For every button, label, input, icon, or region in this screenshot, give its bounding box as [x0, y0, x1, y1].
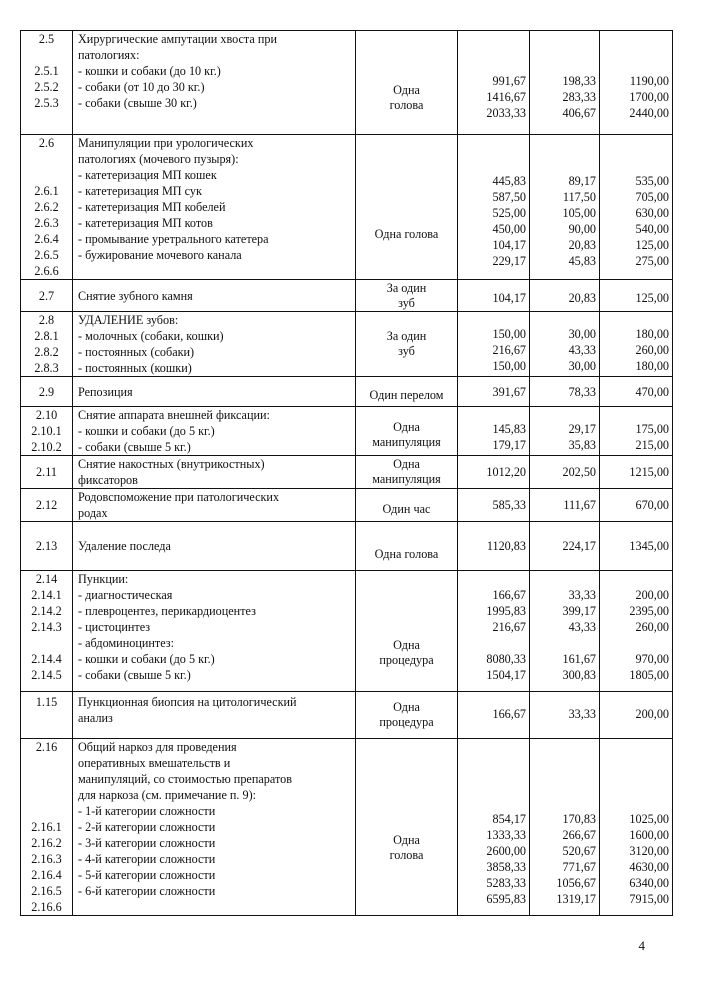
table-row [21, 692, 673, 739]
cell-line: - собаки (свыше 5 кг.) [78, 440, 191, 454]
vat-cell [530, 571, 600, 692]
cell-line: - абдоминоцинтез: [78, 636, 174, 650]
cell-line: Пункции: [78, 572, 129, 586]
cell-line: 2.6 [38, 136, 55, 150]
cell-line: 2.16.2 [31, 836, 62, 850]
cell-line: Родовспоможение при патологических [78, 490, 280, 504]
cell-line: 8080,33 [486, 652, 526, 666]
cell-line: - кошки и собаки (до 5 кг.) [78, 424, 215, 438]
cell-line: патологиях (мочевого пузыря): [78, 152, 239, 166]
total-cell [600, 692, 673, 739]
cell-line: 445,83 [492, 174, 526, 188]
cell-line: анализ [78, 711, 113, 725]
cell-line: 2.10 [35, 408, 58, 422]
cell-line [21, 151, 72, 167]
unit-cell [356, 456, 458, 489]
item-number-cell [21, 489, 73, 522]
cell-line: 200,00 [635, 707, 669, 721]
total-cell [600, 739, 673, 916]
cell-line: - цистоцинтез [78, 620, 151, 634]
vat-cell [530, 692, 600, 739]
description-cell [73, 739, 356, 916]
cell-line: 30,00 [568, 327, 596, 341]
cell-line: - промывание уретрального катетера [78, 232, 269, 246]
cell-line: 2.6.5 [34, 248, 59, 262]
item-number-cell [21, 522, 73, 571]
unit-line: За один [386, 280, 427, 295]
cell-line: 275,00 [635, 254, 669, 268]
table-row [21, 407, 673, 456]
cell-line: 283,33 [562, 90, 596, 104]
cell-line [530, 635, 596, 651]
item-number-cell [21, 377, 73, 407]
cell-line: 30,00 [568, 359, 596, 373]
cell-line [21, 771, 72, 787]
unit-cell [356, 407, 458, 456]
cell-line: 2.12 [35, 498, 58, 512]
cell-line: 535,00 [635, 174, 669, 188]
vat-cell [530, 377, 600, 407]
cell-line [21, 755, 72, 771]
unit-line: Одна [393, 420, 420, 434]
cell-line: - кошки и собаки (до 5 кг.) [78, 652, 215, 666]
price-cell [458, 489, 530, 522]
cell-line: - собаки (свыше 30 кг.) [78, 96, 197, 110]
cell-line: 1120,83 [486, 539, 526, 553]
cell-line: 2600,00 [486, 844, 526, 858]
unit-line: Одна голова [374, 226, 439, 241]
cell-line: 229,17 [492, 254, 526, 268]
unit-cell [356, 739, 458, 916]
cell-line: Хирургические ампутации хвоста при [78, 32, 277, 46]
cell-line: 202,50 [562, 465, 596, 479]
price-table-body [21, 31, 673, 916]
cell-line: 170,83 [562, 812, 596, 826]
cell-line: 2.14.5 [31, 668, 62, 682]
cell-line: 2.14.1 [31, 588, 62, 602]
vat-cell [530, 31, 600, 135]
cell-line: 2395,00 [629, 604, 669, 618]
cell-line: 161,67 [562, 652, 596, 666]
cell-line: 1056,67 [556, 876, 596, 890]
cell-line: 179,17 [492, 438, 526, 452]
cell-line: - катетеризация МП кобелей [78, 200, 226, 214]
table-row [21, 739, 673, 916]
cell-line: 215,00 [635, 438, 669, 452]
cell-line: 2.10.1 [31, 424, 62, 438]
cell-line: 2.11 [36, 465, 57, 479]
cell-line: 1333,33 [486, 828, 526, 842]
unit-cell [356, 31, 458, 135]
cell-line: патологиях: [78, 48, 140, 62]
vat-cell [530, 739, 600, 916]
cell-line: 216,67 [492, 620, 526, 634]
cell-line: 180,00 [635, 327, 669, 341]
unit-line: манипуляция [372, 435, 441, 449]
unit-line: Одна [393, 82, 420, 97]
item-number-cell [21, 280, 73, 312]
unit-line: Одна [393, 457, 420, 471]
unit-line: Одна [393, 700, 420, 714]
unit-line: зуб [398, 295, 415, 310]
cell-line: 2.16.3 [31, 852, 62, 866]
cell-line: - катетеризация МП сук [78, 184, 202, 198]
cell-line: Снятие накостных (внутрикостных) [78, 457, 265, 471]
unit-line: Один перелом [369, 387, 444, 402]
cell-line: 587,50 [492, 190, 526, 204]
price-cell [458, 407, 530, 456]
cell-line: 105,00 [562, 206, 596, 220]
cell-line: - постоянных (кошки) [78, 361, 192, 375]
vat-cell [530, 135, 600, 280]
cell-line: 2.8 [38, 313, 55, 327]
cell-line: 29,17 [568, 422, 596, 436]
cell-line: 4630,00 [629, 860, 669, 874]
cell-line: 2.5 [38, 32, 55, 46]
cell-line: 1805,00 [629, 668, 669, 682]
cell-line: 224,17 [562, 539, 596, 553]
cell-line: 450,00 [492, 222, 526, 236]
cell-line: 6340,00 [629, 876, 669, 890]
cell-line: 180,00 [635, 359, 669, 373]
cell-line: 2.6.2 [34, 200, 59, 214]
cell-line: - катетеризация МП котов [78, 216, 213, 230]
table-row [21, 522, 673, 571]
cell-line: 1416,67 [486, 90, 526, 104]
cell-line: 1190,00 [629, 74, 669, 88]
cell-line: 260,00 [635, 343, 669, 357]
cell-line: 33,33 [568, 707, 596, 721]
cell-line: 1012,20 [486, 465, 526, 479]
cell-line [21, 803, 72, 819]
cell-line: - 5-й категории сложности [78, 868, 216, 882]
cell-line: 111,67 [563, 498, 596, 512]
page-number: 4 [638, 938, 645, 953]
unit-cell [356, 522, 458, 571]
unit-cell [356, 312, 458, 377]
unit-line: За один [386, 329, 427, 343]
description-cell [73, 31, 356, 135]
cell-line: 771,67 [562, 860, 596, 874]
cell-line: 970,00 [635, 652, 669, 666]
cell-line: 1600,00 [629, 828, 669, 842]
price-cell [458, 692, 530, 739]
unit-line: Одна [393, 638, 420, 652]
total-cell [600, 489, 673, 522]
vat-cell [530, 456, 600, 489]
cell-line: 260,00 [635, 620, 669, 634]
price-cell [458, 739, 530, 916]
cell-line: 216,67 [492, 343, 526, 357]
cell-line: 175,00 [635, 422, 669, 436]
cell-line: 670,00 [635, 498, 669, 512]
description-cell [73, 522, 356, 571]
total-cell [600, 312, 673, 377]
cell-line: 2.13 [35, 539, 58, 553]
description-cell [73, 692, 356, 739]
cell-line: 525,00 [492, 206, 526, 220]
unit-cell [356, 377, 458, 407]
price-cell [458, 571, 530, 692]
cell-line: 45,83 [568, 254, 596, 268]
cell-line: 125,00 [635, 238, 669, 252]
cell-line: 2.6.4 [34, 232, 59, 246]
cell-line: 470,00 [635, 385, 669, 399]
cell-line: Пункционная биопсия на цитологический [78, 695, 297, 709]
cell-line: 540,00 [635, 222, 669, 236]
cell-line: родах [78, 506, 108, 520]
cell-line: 125,00 [635, 291, 669, 305]
cell-line: 5283,33 [486, 876, 526, 890]
cell-line: 1995,83 [486, 604, 526, 618]
cell-line: Снятие аппарата внешней фиксации: [78, 408, 270, 422]
item-number-cell [21, 571, 73, 692]
cell-line: 585,33 [492, 498, 526, 512]
cell-line: манипуляций, со стоимостью препаратов [78, 772, 292, 786]
cell-line: Манипуляции при урологических [78, 136, 254, 150]
unit-cell [356, 135, 458, 280]
table-row [21, 31, 673, 135]
total-cell [600, 280, 673, 312]
vat-cell [530, 280, 600, 312]
cell-line: - диагностическая [78, 588, 173, 602]
price-cell [458, 377, 530, 407]
cell-line: 104,17 [492, 238, 526, 252]
price-table [20, 30, 673, 916]
cell-line: 2.5.1 [34, 64, 59, 78]
unit-line: манипуляция [372, 472, 441, 486]
cell-line: 6595,83 [486, 892, 526, 906]
cell-line: 78,33 [568, 385, 596, 399]
cell-line: 20,83 [568, 291, 596, 305]
unit-line: Одна голова [374, 546, 439, 561]
cell-line: 3858,33 [486, 860, 526, 874]
description-cell [73, 377, 356, 407]
unit-cell [356, 280, 458, 312]
cell-line: 854,17 [492, 812, 526, 826]
cell-line: 2.9 [38, 385, 55, 399]
item-number-cell [21, 407, 73, 456]
cell-line: 406,67 [562, 106, 596, 120]
cell-line [21, 787, 72, 803]
unit-line: процедура [379, 715, 434, 729]
cell-line: 20,83 [568, 238, 596, 252]
cell-line: 2.7 [38, 289, 55, 303]
cell-line: 2.14.4 [31, 652, 62, 666]
cell-line: 991,67 [492, 74, 526, 88]
cell-line: Снятие зубного камня [78, 289, 193, 303]
total-cell [600, 135, 673, 280]
unit-line: голова [389, 97, 424, 112]
cell-line: - катетеризация МП кошек [78, 168, 217, 182]
cell-line: 2.14 [35, 572, 58, 586]
cell-line: 1215,00 [629, 465, 669, 479]
cell-line: 2033,33 [486, 106, 526, 120]
cell-line: 2.16.4 [31, 868, 62, 882]
cell-line: 104,17 [492, 291, 526, 305]
price-cell [458, 312, 530, 377]
cell-line: 33,33 [568, 588, 596, 602]
cell-line: 2.14.2 [31, 604, 62, 618]
cell-line: УДАЛЕНИЕ зубов: [78, 313, 179, 327]
description-cell [73, 135, 356, 280]
cell-line: 1.15 [35, 695, 58, 709]
table-row [21, 377, 673, 407]
description-cell [73, 312, 356, 377]
unit-cell [356, 489, 458, 522]
cell-line: 630,00 [635, 206, 669, 220]
cell-line: 200,00 [635, 588, 669, 602]
cell-line: 1345,00 [629, 539, 669, 553]
cell-line: Общий наркоз для проведения [78, 740, 237, 754]
table-row [21, 489, 673, 522]
unit-cell [356, 692, 458, 739]
description-cell [73, 456, 356, 489]
item-number-cell [21, 692, 73, 739]
cell-line: Репозиция [78, 385, 133, 399]
table-row [21, 456, 673, 489]
cell-line [21, 47, 72, 63]
price-cell [458, 135, 530, 280]
total-cell [600, 456, 673, 489]
unit-line: зуб [398, 344, 415, 358]
total-cell [600, 571, 673, 692]
cell-line: 89,17 [568, 174, 596, 188]
cell-line: - 3-й категории сложности [78, 836, 216, 850]
cell-line: - собаки (от 10 до 30 кг.) [78, 80, 205, 94]
cell-line [458, 635, 526, 651]
vat-cell [530, 489, 600, 522]
cell-line: 2.14.3 [31, 620, 62, 634]
cell-line: - кошки и собаки (до 10 кг.) [78, 64, 221, 78]
total-cell [600, 31, 673, 135]
cell-line: 2.8.1 [34, 329, 59, 343]
cell-line: 1700,00 [629, 90, 669, 104]
description-cell [73, 571, 356, 692]
cell-line: 2440,00 [629, 106, 669, 120]
cell-line: 2.16.6 [31, 900, 62, 914]
cell-line: Удаление последа [78, 539, 171, 553]
cell-line: 266,67 [562, 828, 596, 842]
cell-line: 90,00 [568, 222, 596, 236]
cell-line: 2.6.3 [34, 216, 59, 230]
cell-line: для наркоза (см. примечание п. 9): [78, 788, 257, 802]
vat-cell [530, 312, 600, 377]
price-cell [458, 31, 530, 135]
price-cell [458, 456, 530, 489]
description-cell [73, 280, 356, 312]
cell-line: 705,00 [635, 190, 669, 204]
cell-line: 43,33 [568, 343, 596, 357]
item-number-cell [21, 31, 73, 135]
cell-line: - 1-й категории сложности [78, 804, 216, 818]
unit-line: голова [389, 848, 424, 862]
unit-cell [356, 571, 458, 692]
cell-line: оперативных вмешательств и [78, 756, 231, 770]
description-cell [73, 407, 356, 456]
cell-line: - бужирование мочевого канала [78, 248, 242, 262]
item-number-cell [21, 456, 73, 489]
cell-line [600, 635, 669, 651]
item-number-cell [21, 135, 73, 280]
cell-line: 2.6.6 [34, 264, 59, 278]
unit-line: процедура [379, 653, 434, 667]
item-number-cell [21, 312, 73, 377]
cell-line: - молочных (собаки, кошки) [78, 329, 224, 343]
vat-cell [530, 522, 600, 571]
cell-line: 150,00 [492, 327, 526, 341]
cell-line: - постоянных (собаки) [78, 345, 195, 359]
cell-line [21, 635, 72, 651]
cell-line: - собаки (свыше 5 кг.) [78, 668, 191, 682]
total-cell [600, 522, 673, 571]
cell-line: 117,50 [562, 190, 596, 204]
cell-line: 2.5.2 [34, 80, 59, 94]
total-cell [600, 407, 673, 456]
price-cell [458, 522, 530, 571]
price-cell [458, 280, 530, 312]
cell-line: фиксаторов [78, 473, 138, 487]
cell-line [21, 167, 72, 183]
cell-line: 520,67 [562, 844, 596, 858]
cell-line: 2.8.2 [34, 345, 59, 359]
cell-line: 2.16.5 [31, 884, 62, 898]
item-number-cell [21, 739, 73, 916]
cell-line: 166,67 [492, 588, 526, 602]
cell-line: - 6-й категории сложности [78, 884, 216, 898]
total-cell [600, 377, 673, 407]
cell-line: 1504,17 [486, 668, 526, 682]
cell-line: 2.10.2 [31, 440, 62, 454]
cell-line: 300,83 [562, 668, 596, 682]
cell-line: 391,67 [492, 385, 526, 399]
cell-line: - 2-й категории сложности [78, 820, 216, 834]
table-row [21, 312, 673, 377]
cell-line: 43,33 [568, 620, 596, 634]
cell-line: - плевроцентез, перикардиоцентез [78, 604, 256, 618]
cell-line: 166,67 [492, 707, 526, 721]
unit-line: Одна [393, 833, 420, 847]
cell-line: 3120,00 [629, 844, 669, 858]
table-row [21, 571, 673, 692]
cell-line: 1025,00 [629, 812, 669, 826]
description-cell [73, 489, 356, 522]
cell-line: 198,33 [562, 74, 596, 88]
unit-line: Один час [382, 501, 431, 516]
cell-line: 150,00 [492, 359, 526, 373]
cell-line: 35,83 [568, 438, 596, 452]
cell-line: 2.16.1 [31, 820, 62, 834]
table-row [21, 135, 673, 280]
cell-line: 145,83 [492, 422, 526, 436]
vat-cell [530, 407, 600, 456]
cell-line: 2.5.3 [34, 96, 59, 110]
cell-line: 1319,17 [556, 892, 596, 906]
cell-line: 399,17 [562, 604, 596, 618]
cell-line: 2.8.3 [34, 361, 59, 375]
cell-line: - 4-й категории сложности [78, 852, 216, 866]
cell-line: 2.6.1 [34, 184, 59, 198]
cell-line: 2.16 [35, 740, 58, 754]
cell-line: 7915,00 [629, 892, 669, 906]
table-row [21, 280, 673, 312]
